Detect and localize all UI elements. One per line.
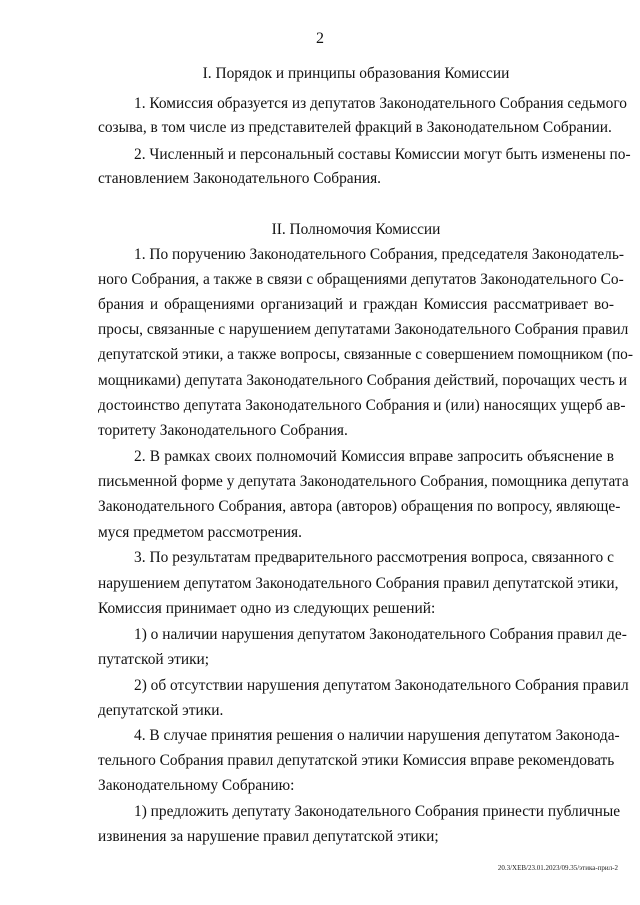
section-2-line: 1. По поручению Законодательного Собрания, председателя Законодатель- xyxy=(134,246,624,263)
section-2-line: 1) о наличии нарушения депутатом Законодательного Собрания правил де- xyxy=(134,626,627,643)
section-2-line: депутатской этики, а также вопросы, связанные с совершением помощником (по- xyxy=(98,346,634,363)
section-2-line: 2) об отсутствии нарушения депутатом Законодательного Собрания правил xyxy=(134,677,629,694)
section-1-line: 2. Численный и персональный составы Комиссии могут быть изменены по- xyxy=(134,146,631,163)
section-2-line: торитету Законодательного Собрания. xyxy=(98,422,348,439)
section-2-heading: II. Полномочия Комиссии xyxy=(271,221,441,238)
section-2-line: нарушением депутатом Законодательного Собрания правил депутатской этики, xyxy=(98,575,619,592)
section-1-line: становлением Законодательного Собрания. xyxy=(98,170,382,187)
page-number: 2 xyxy=(316,30,324,47)
section-2-line: путатской этики; xyxy=(98,651,210,668)
section-1-line: созыва, в том числе из представителей фракций в Законодательном Собрании. xyxy=(98,119,612,136)
section-2-line: брания и обращениями организаций и граждан Комиссия рассматривает во- xyxy=(98,296,614,313)
section-2-line: письменной форме у депутата Законодательного Собрания, помощника депутата xyxy=(98,473,629,490)
section-2-line: депутатской этики. xyxy=(98,702,224,719)
section-2-line: Законодательного Собрания, автора (авторов) обращения по вопросу, являюще- xyxy=(98,498,621,515)
section-2-line: Комиссия принимает одно из следующих решений: xyxy=(98,600,436,617)
section-2-line: тельного Собрания правил депутатской этики Комиссия вправе рекомендовать xyxy=(98,752,615,769)
section-2-line: муся предметом рассмотрения. xyxy=(98,524,302,541)
section-2-line: ного Собрания, а также в связи с обращениями депутатов Законодательного Со- xyxy=(98,271,624,288)
section-2-line: 3. По результатам предварительного рассмотрения вопроса, связанного с xyxy=(134,549,614,566)
section-2-line: достоинство депутата Законодательного Собрания и (или) наносящих ущерб ав- xyxy=(98,397,626,414)
section-2-line: 4. В случае принятия решения о наличии нарушения депутатом Законода- xyxy=(134,727,620,744)
section-2-line: Законодательному Собранию: xyxy=(98,777,295,794)
section-2-line: мощниками) депутата Законодательного Собрания действий, порочащих честь и xyxy=(98,372,628,389)
document-code: 20.3/ХЕВ/23.01.2023/09.35/этика-прил-2 xyxy=(497,864,618,872)
section-2-line: извинения за нарушение правил депутатской этики; xyxy=(98,828,439,845)
section-2-line: 1) предложить депутату Законодательного Собрания принести публичные xyxy=(134,803,621,820)
section-1-heading: I. Порядок и принципы образования Комиссии xyxy=(202,65,510,82)
section-2-line: просы, связанные с нарушением депутатами Законодательного Собрания правил xyxy=(98,321,629,338)
section-1-line: 1. Комиссия образуется из депутатов Законодательного Собрания седьмого xyxy=(134,95,627,112)
section-2-line: 2. В рамках своих полномочий Комиссия вправе запросить объяснение в xyxy=(134,448,614,465)
